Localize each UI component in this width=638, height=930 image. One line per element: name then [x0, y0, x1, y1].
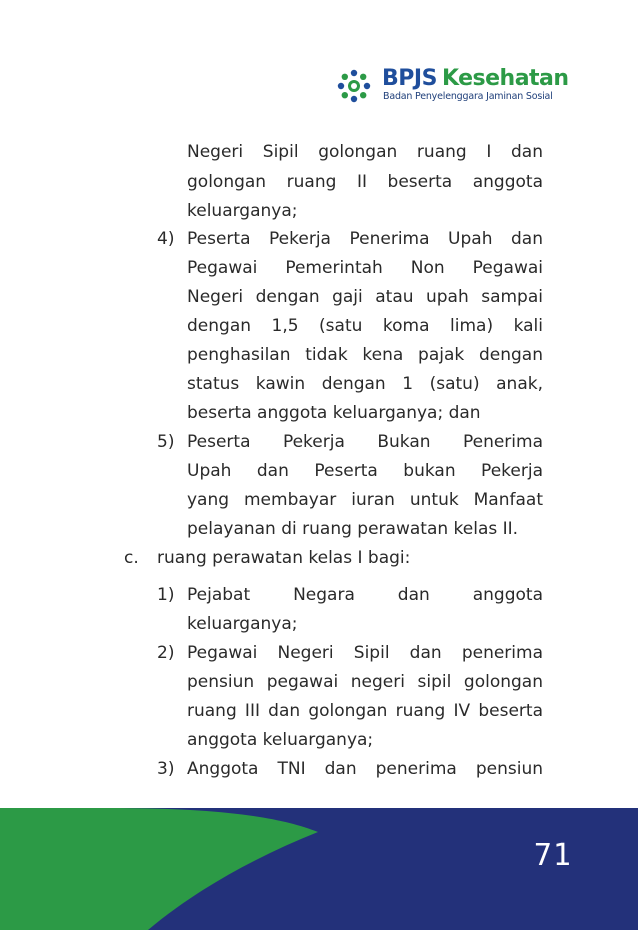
text-line: keluarganya; — [187, 201, 298, 221]
page-number: 71 — [533, 838, 572, 873]
text-line: Pejabat Negara dan anggota — [187, 585, 543, 605]
text-line: Anggota TNI dan penerima pensiun — [187, 759, 543, 779]
list-marker: 1) — [157, 585, 175, 605]
list-marker: 2) — [157, 643, 175, 663]
text-line: Peserta Pekerja Bukan Penerima — [187, 432, 543, 452]
text-line: Upah dan Peserta bukan Pekerja — [187, 461, 543, 481]
text-line: beserta anggota keluarganya; dan — [187, 403, 481, 423]
list-marker: c. — [124, 548, 139, 568]
text-line: keluarganya; — [187, 614, 298, 634]
brand-primary: BPJS — [382, 66, 437, 91]
brand-tagline: Badan Penyelenggara Jaminan Sosial — [383, 91, 553, 102]
text-line: pensiun pegawai negeri sipil golongan — [187, 672, 543, 692]
text-line: status kawin dengan 1 (satu) anak, — [187, 374, 543, 394]
list-marker: 5) — [157, 432, 175, 452]
text-line: Pegawai Pemerintah Non Pegawai — [187, 258, 543, 278]
text-line: ruang perawatan kelas I bagi: — [157, 548, 411, 568]
text-line: yang membayar iuran untuk Manfaat — [187, 490, 543, 510]
bpjs-logo-icon — [336, 68, 372, 104]
text-line: ruang III dan golongan ruang IV beserta — [187, 701, 543, 721]
text-line: dengan 1,5 (satu koma lima) kali — [187, 316, 543, 336]
text-line: Negeri dengan gaji atau upah sampai — [187, 287, 543, 307]
text-line: pelayanan di ruang perawatan kelas II. — [187, 519, 519, 539]
text-line: Negeri Sipil golongan ruang I dan — [187, 142, 543, 162]
text-line: Pegawai Negeri Sipil dan penerima — [187, 643, 543, 663]
text-line: anggota keluarganya; — [187, 730, 374, 750]
brand-secondary: Kesehatan — [441, 66, 569, 91]
list-marker: 3) — [157, 759, 175, 779]
text-line: Peserta Pekerja Penerima Upah dan — [187, 229, 543, 249]
text-line: golongan ruang II beserta anggota — [187, 172, 543, 192]
list-marker: 4) — [157, 229, 175, 249]
text-line: penghasilan tidak kena pajak dengan — [187, 345, 543, 365]
bpjs-logo — [336, 66, 569, 106]
brand-name — [382, 66, 569, 92]
